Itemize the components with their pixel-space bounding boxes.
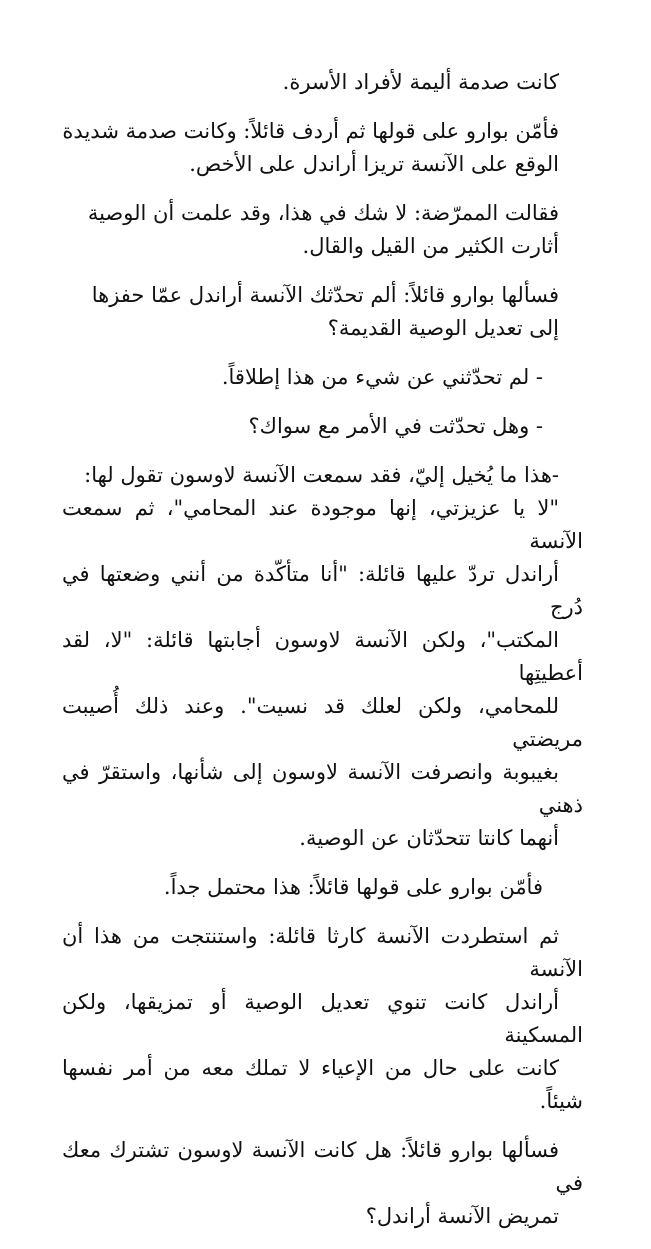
text-line: الوقع على الآنسة تريزا أراندل على الأخص. [189,152,559,176]
text-line: فسألها بوارو قائلاً: ألم تحدّثك الآنسة أراندل عمّا حفزها [91,283,559,307]
paragraph-6 [62,410,583,443]
text-line: - وهل تحدّثت في الأمر مع سواك؟ [248,414,543,438]
paragraph-10 [62,1134,583,1233]
text-line: فأمّن بوارو على قولها ثم أردف قائلاً: وكانت صدمة شديدة [62,119,559,143]
paragraph-8 [62,871,583,904]
text-line: كانت على حال من الإعياء لا تملك معه من أمر نفسها شيئاً. [62,1056,583,1113]
text-line: فقالت الممرّضة: لا شك في هذا، وقد علمت أن الوصية [87,201,559,225]
text-line: للمحامي، ولكن لعلك قد نسيت". وعند ذلك أُصيبت مريضتي [62,694,583,751]
text-line: "لا يا عزيزتي، إنها موجودة عند المحامي"، ثم سمعت الآنسة [62,496,583,553]
paragraph-3 [62,197,583,263]
text-line: -هذا ما يُخيل إليّ، فقد سمعت الآنسة لاوسون تقول لها: [84,463,559,487]
text-line: فأمّن بوارو على قولها قائلاً: هذا محتمل جداً. [163,875,543,899]
paragraph-9 [62,920,583,1118]
text-line: بغيبوبة وانصرفت الآنسة لاوسون إلى شأنها، واستقرّ في ذهني [62,760,583,817]
paragraph-5 [62,361,583,394]
text-line: إلى تعديل الوصية القديمة؟ [327,316,559,340]
paragraph-2 [62,115,583,181]
paragraph-7 [62,459,583,855]
text-line: ثم استطردت الآنسة كارثا قائلة: واستنتجت من هذا أن الآنسة [62,924,583,981]
text-line: تمريض الآنسة أراندل؟ [365,1204,559,1228]
text-line: المكتب"، ولكن الآنسة لاوسون أجابتها قائلة: "لا، لقد أعطيتِها [62,628,583,685]
text-line: - لم تحدّثني عن شيء من هذا إطلاقاً. [221,365,543,389]
text-line: كانت صدمة أليمة لأفراد الأسرة. [282,70,559,94]
book-page [62,66,583,1249]
text-line: أراندل تردّ عليها قائلة: "أنا متأكّدة من أنني وضعتها في دُرج [62,562,583,619]
text-line: فسألها بوارو قائلاً: هل كانت الآنسة لاوسون تشترك معك في [62,1138,583,1195]
text-line: أنهما كانتا تتحدّثان عن الوصية. [299,826,559,850]
text-line: أثارت الكثير من القيل والقال. [302,234,559,258]
paragraph-1 [62,66,583,99]
text-line: أراندل كانت تنوي تعديل الوصية أو تمزيقها، ولكن المسكينة [62,990,583,1047]
paragraph-4 [62,279,583,345]
